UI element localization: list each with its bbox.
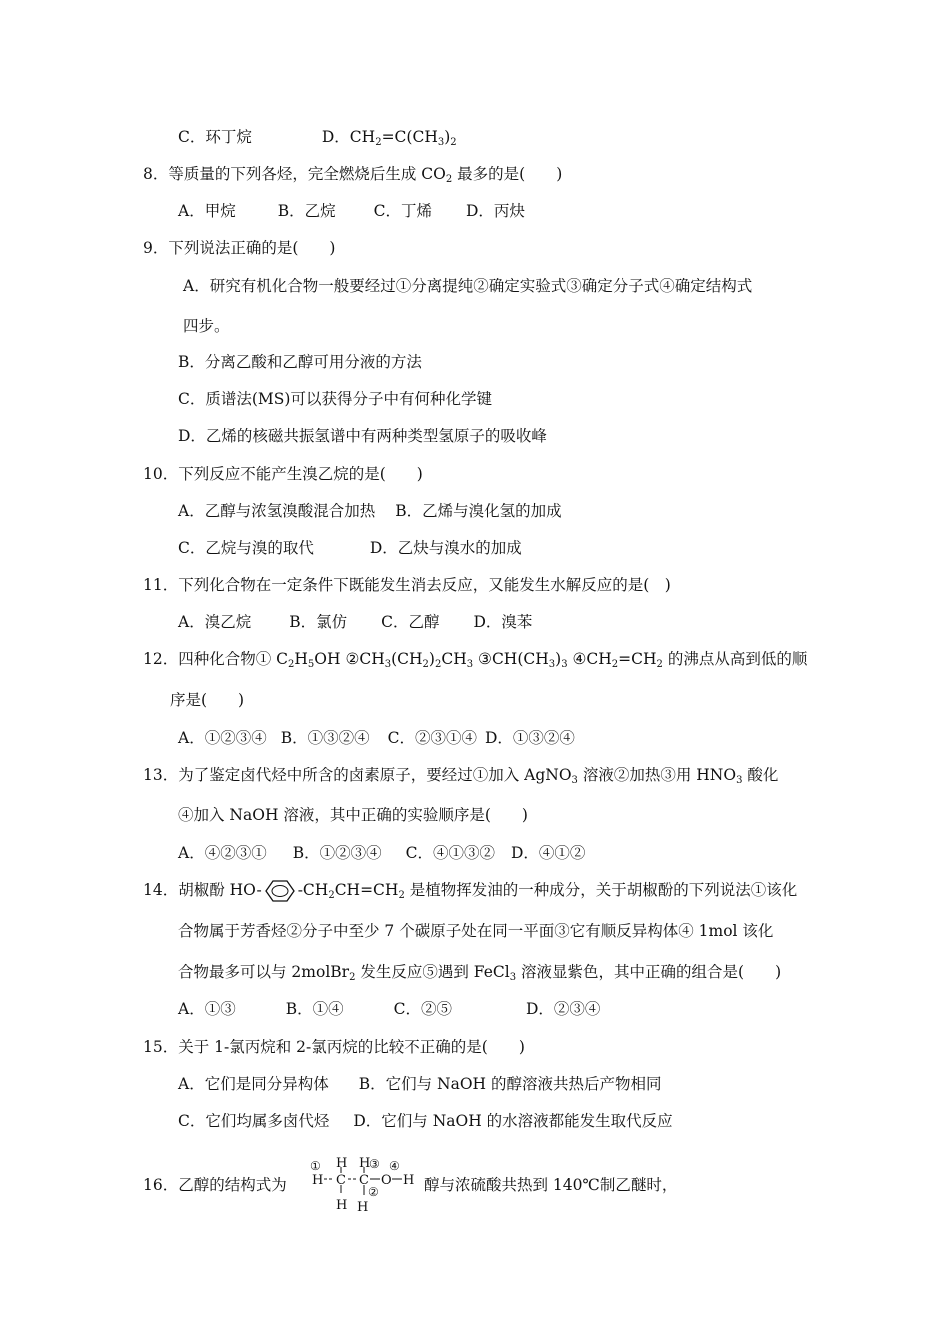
q10-option-d: D．乙炔与溴水的加成	[369, 539, 522, 557]
q15-option-b: B．它们与 NaOH 的醇溶液共热后产物相同	[358, 1075, 662, 1093]
q8-option-a: A．甲烷	[178, 202, 236, 220]
struct-right-h: H	[403, 1173, 415, 1188]
q10-option-a: A．乙醇与浓氢溴酸混合加热	[178, 502, 376, 520]
q7-options-row	[178, 127, 457, 147]
struct-left-h: H	[312, 1173, 324, 1188]
q14-options-row	[178, 999, 600, 1019]
q12-stem: 12．四种化合物① $C_2H_5OH$ $②CH_3(CH_2)_2CH_3$ $③CH(CH_3)_3$ $④CH_2=CH_2$ 的沸点从高到低的顺	[143, 650, 808, 670]
q14-option-a: A．①③	[178, 1000, 236, 1018]
q10-stem: 10．下列反应不能产生溴乙烷的是( )	[143, 465, 423, 483]
struct-mark-3: ③	[369, 1157, 380, 1171]
q16-stem-start: 16．乙醇的结构式为	[143, 1176, 287, 1194]
q9-option-c: C．质谱法(MS)可以获得分子中有何种化学键	[178, 390, 492, 408]
q11-options-row	[178, 612, 532, 632]
struct-bot-h2: H	[357, 1200, 369, 1215]
q13-option-c: C．④①③②	[405, 844, 495, 862]
struct-c2: C	[359, 1173, 369, 1188]
q8-option-c: C．丁烯	[373, 202, 432, 220]
q13-option-a: A．④②③①	[178, 844, 267, 862]
q8-options-row	[178, 201, 525, 221]
struct-c1: C	[336, 1173, 346, 1188]
q14-stem: 14．胡椒酚 HO- $-CH_2CH=CH_2$ 是植物挥发油的一种成分，关于胡椒酚的下列说法①该化	[143, 881, 798, 901]
q10-options-row2	[178, 538, 522, 558]
q15-options-row1	[178, 1074, 661, 1094]
benzene-ring-icon	[262, 881, 298, 901]
q11-stem: 11．下列化合物在一定条件下既能发生消去反应，又能发生水解反应的是( )	[143, 576, 671, 594]
q15-options-row2	[178, 1111, 673, 1131]
q14-option-c: C．②⑤	[393, 1000, 452, 1018]
q9-option-d: D．乙烯的核磁共振氢谱中有两种类型氢原子的吸收峰	[178, 427, 547, 445]
q9-option-a: A．研究有机化合物一般要经过①分离提纯②确定实验式③确定分子式④确定结构式	[183, 277, 753, 295]
q10-options-row1	[178, 501, 562, 521]
q14-option-b: B．①④	[285, 1000, 344, 1018]
q13-stem: 13．为了鉴定卤代烃中所含的卤素原子，要经过①加入 AgNO$_3$ 溶液②加热③用 $HNO_3$ 酸化	[143, 766, 779, 786]
q10-option-b: B．乙烯与溴化氢的加成	[395, 502, 562, 520]
q12-option-c: C．②③①④	[387, 729, 477, 747]
q16-stem-end: 醇与浓硫酸共热到 140℃制乙醚时，	[424, 1176, 678, 1194]
q15-stem: 15．关于 1-氯丙烷和 2-氯丙烷的比较不正确的是( )	[143, 1038, 525, 1056]
struct-top-h1: H	[336, 1156, 348, 1171]
ethanol-structural-formula	[308, 1155, 420, 1215]
q11-option-a: A．溴乙烷	[178, 613, 252, 631]
q12-stem-cont: 序是( )	[170, 691, 245, 709]
q7-option-d: D．$CH_2=C(CH_3)_2$	[321, 128, 457, 148]
q8-option-b: B．乙烷	[277, 202, 336, 220]
q15-option-d: D．它们与 NaOH 的水溶液都能发生取代反应	[353, 1112, 673, 1130]
q15-option-c: C．它们均属多卤代烃	[178, 1112, 330, 1130]
struct-mark-4: ④	[389, 1159, 400, 1173]
struct-mark-2: ②	[368, 1185, 379, 1199]
q13-option-b: B．①②③④	[292, 844, 382, 862]
q12-options-row	[178, 728, 575, 748]
q13-options-row	[178, 843, 585, 863]
q9-option-a-cont: 四步。	[183, 317, 230, 335]
q11-option-b: B．氯仿	[289, 613, 348, 631]
q14-option-d: D．②③④	[525, 1000, 601, 1018]
q10-option-c: C．乙烷与溴的取代	[178, 539, 314, 557]
struct-top-h2: H	[359, 1156, 371, 1171]
q7-option-c: C．环丁烷	[178, 128, 252, 146]
q13-stem-cont: ④加入 NaOH 溶液，其中正确的实验顺序是( )	[178, 806, 528, 824]
struct-o: O	[381, 1173, 392, 1188]
q9-option-b: B．分离乙酸和乙醇可用分液的方法	[178, 353, 422, 371]
q15-option-a: A．它们是同分异构体	[178, 1075, 329, 1093]
q8-option-d: D．丙炔	[465, 202, 525, 220]
q13-option-d: D．④①②	[510, 844, 586, 862]
struct-mark-1: ①	[310, 1159, 321, 1173]
q14-stem-line3: 合物最多可以与 2molBr$_2$ 发生反应⑤遇到 FeCl$_3$ 溶液显紫色，其中正确的组合是( )	[178, 963, 782, 983]
q12-option-b: B．①③②④	[280, 729, 370, 747]
q12-option-a: A．①②③④	[178, 729, 267, 747]
q12-option-d: D．①③②④	[484, 729, 575, 747]
q9-stem: 9．下列说法正确的是( )	[143, 239, 336, 257]
struct-bot-h1: H	[336, 1198, 348, 1213]
q8-stem: 8．等质量的下列各烃，完全燃烧后生成 $CO_2$ 最多的是( )	[143, 165, 563, 185]
q14-stem-line2: 合物属于芳香烃②分子中至少 7 个碳原子处在同一平面③它有顺反异构体④ 1mol 该化	[178, 922, 774, 940]
q11-option-d: D．溴苯	[473, 613, 533, 631]
q11-option-c: C．乙醇	[381, 613, 440, 631]
